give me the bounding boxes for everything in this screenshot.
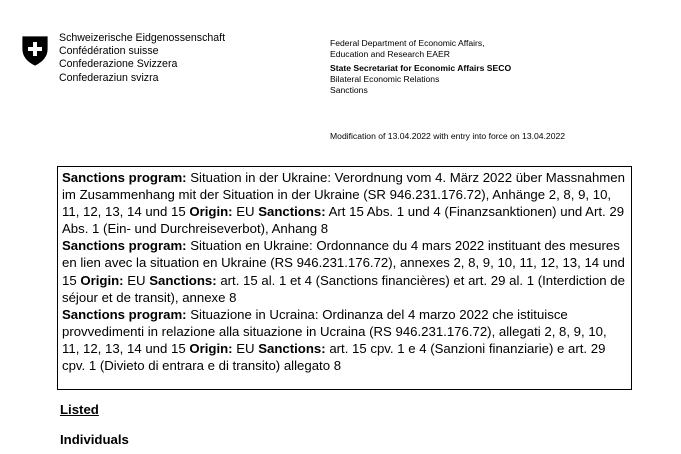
origin-text: EU	[232, 204, 259, 220]
sanctions-label: Sanctions:	[258, 340, 326, 356]
department-line-2: Education and Research EAER	[330, 48, 450, 59]
program-text: Situation en Ukraine: Ordonnance du 4 mars 2022 instituant des mesures en lien avec la situation en Ukraine (RS 946.231.176.72), annexes 2, 8, 9, 10, 11, 12, 13, 14 und 15	[62, 238, 625, 288]
department-line-1: Federal Department of Economic Affairs,	[330, 38, 485, 48]
sanctions-label: Sanctions:	[149, 272, 217, 288]
sanctions-text: art. 15 cpv. 1 e 4 (Sanzioni finanziarie) e art. 29 cpv. 1 (Divieto di entrara e di transito) allegato 8	[62, 340, 606, 374]
swiss-crest-icon	[22, 36, 48, 66]
program-label: Sanctions program:	[62, 238, 187, 254]
listed-heading: Listed	[60, 402, 99, 417]
program-text: Situazione in Ucraina: Ordinanza del 4 marzo 2022 che istituisce provvedimenti in relazione alla situazione in Ucraina (RS 946.231.176.72), allegati 2, 8, 9, 10, 11, 12, 13, 14 und 15	[62, 306, 607, 356]
federation-name-de: Schweizerische Eidgenossenschaft	[59, 32, 226, 44]
origin-text: EU	[232, 340, 259, 356]
sanctions-label: Sanctions:	[258, 204, 326, 220]
origin-label: Origin:	[189, 340, 233, 356]
unit-name: Sanctions	[330, 84, 368, 95]
federation-names	[59, 32, 225, 85]
department-block	[330, 38, 511, 96]
origin-text: EU	[123, 272, 150, 288]
modification-date: Modification of 13.04.2022 with entry into force on 13.04.2022	[330, 131, 566, 141]
program-text: Situation in der Ukraine: Verordnung vom 4. März 2022 über Massnahmen im Zusammenhang mit der Situation in der Ukraine (SR 946.231.176.72), Anhänge 2, 8, 9, 10, 11, 12, 13, 14 und 15	[62, 170, 625, 220]
federation-name-fr: Confédération suisse	[59, 45, 159, 58]
sanctions-program-it	[62, 306, 627, 374]
program-label: Sanctions program:	[62, 306, 187, 322]
federation-name-it: Confederazione Svizzera	[59, 58, 178, 71]
sanctions-program-fr	[62, 237, 627, 305]
division-name: Bilateral Economic Relations	[330, 73, 440, 84]
sanctions-program-de	[62, 169, 627, 237]
sanctions-program-box	[57, 166, 632, 390]
origin-label: Origin:	[80, 272, 124, 288]
origin-label: Origin:	[189, 204, 233, 220]
sanctions-text: Art 15 Abs. 1 und 4 (Finanzsanktionen) und Art. 29 Abs. 1 (Ein- und Durchreiseverbot), Anhang 8	[62, 204, 625, 237]
sanctions-text: art. 15 al. 1 et 4 (Sanctions financières) et art. 29 al. 1 (Interdiction de séjour et de transit), annexe 8	[62, 272, 625, 305]
federation-name-rm: Confederaziun svizra	[59, 71, 159, 84]
secretariat-name: State Secretariat for Economic Affairs SECO	[330, 62, 512, 73]
program-label: Sanctions program:	[62, 170, 187, 185]
individuals-heading: Individuals	[60, 432, 129, 447]
